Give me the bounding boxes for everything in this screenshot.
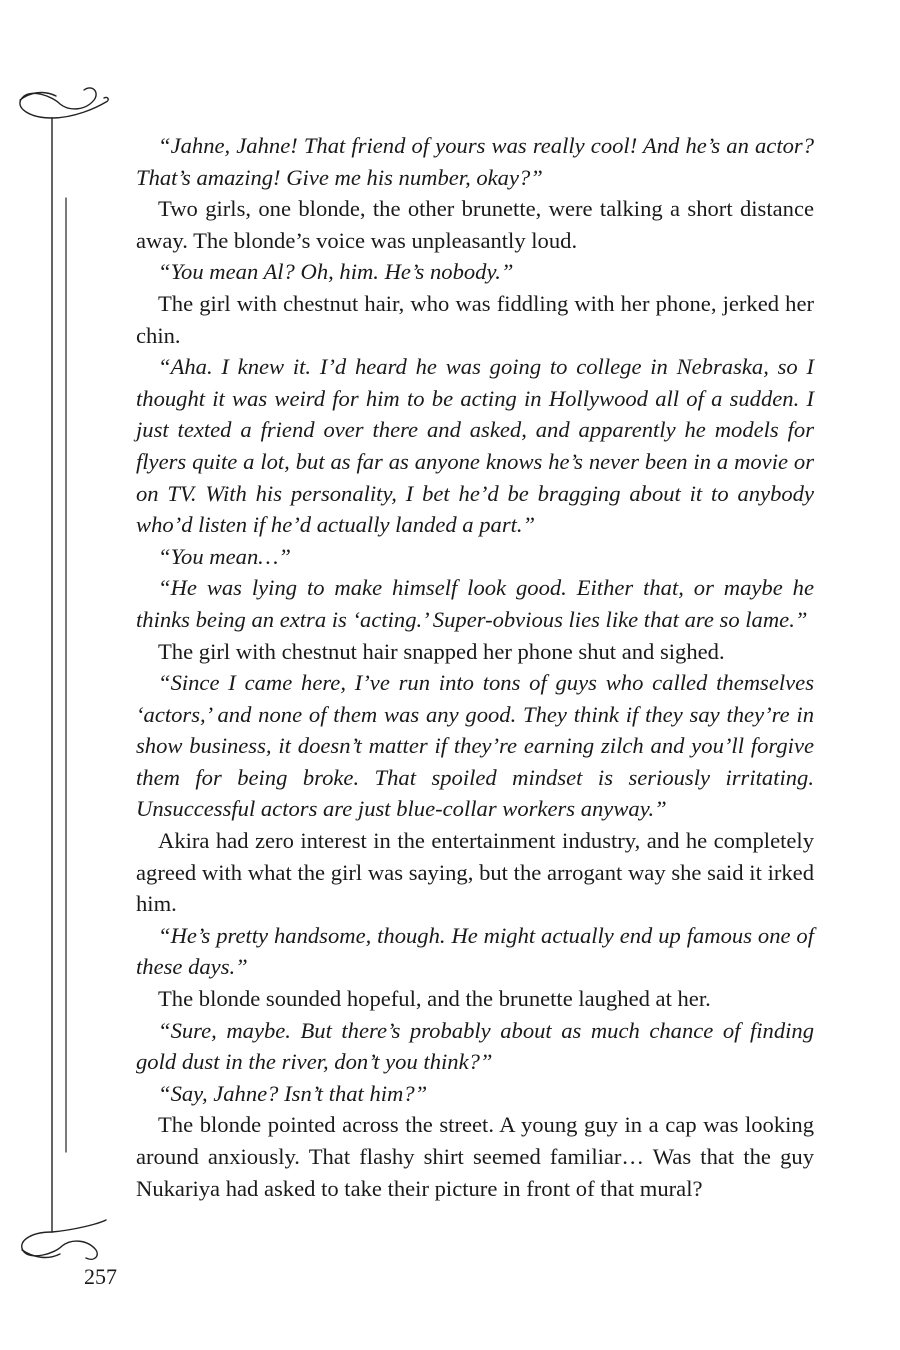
paragraph: “Say, Jahne? Isn’t that him?”	[158, 1080, 428, 1106]
body-text	[136, 130, 814, 1204]
paragraph: “He’s pretty handsome, though. He might actually end up famous one of these days.”	[136, 922, 814, 980]
paragraph: “You mean…”	[158, 543, 291, 569]
paragraph: “Sure, maybe. But there’s probably about as much chance of finding gold dust in the river, don’t you think?”	[136, 1017, 814, 1075]
paragraph: “Since I came here, I’ve run into tons of guys who called themselves ‘actors,’ and none of them was any good. They think if they say they’re in show business, it doesn’t matter if they’re earning zilch and you’ll forgive them for being broke. That spoiled mindset is seriously irritating. Unsuccessful actors are just blue-collar workers anyway.”	[136, 670, 814, 822]
paragraph: The blonde pointed across the street. A young guy in a cap was looking around anxiously. That flashy shirt seemed familiar… Was that the guy Nukariya had asked to take their picture in front of that mural?	[136, 1112, 814, 1201]
top-swirl-icon	[20, 88, 96, 118]
paragraph: “Jahne, Jahne! That friend of yours was really cool! And he’s an actor? That’s amazing! Give me his number, okay?”	[136, 133, 814, 190]
paragraph: Akira had zero interest in the entertainment industry, and he completely agreed with what the girl was saying, but the arrogant way she said it irked him.	[136, 828, 814, 917]
margin-flourish-ornament	[0, 0, 140, 1320]
paragraph: “He was lying to make himself look good. Either that, or maybe he thinks being an extra is ‘acting.’ Super-obvious lies like that are so lame.”	[136, 575, 814, 632]
paragraph: “You mean Al? Oh, him. He’s nobody.”	[158, 259, 514, 285]
paragraph: “Aha. I knew it. I’d heard he was going to college in Nebraska, so I thought it was weird for him to be acting in Hollywood all of a sudden. I just texted a friend over there and asked, and apparently he models for flyers quite a lot, but as far as anyone knows he’s never been in a movie or on TV. With his personality, I bet he’d be bragging about it to anybody who’d listen if he’d actually landed a part.”	[136, 354, 814, 538]
paragraph: Two girls, one blonde, the other brunette, were talking a short distance away. The blonde’s voice was unpleasantly loud.	[136, 196, 814, 253]
page-number: 257	[84, 1264, 117, 1289]
paragraph: The girl with chestnut hair, who was fiddling with her phone, jerked her chin.	[136, 290, 814, 348]
paragraph: The blonde sounded hopeful, and the brunette laughed at her.	[158, 986, 711, 1012]
paragraph: The girl with chestnut hair snapped her phone shut and sighed.	[158, 638, 725, 664]
